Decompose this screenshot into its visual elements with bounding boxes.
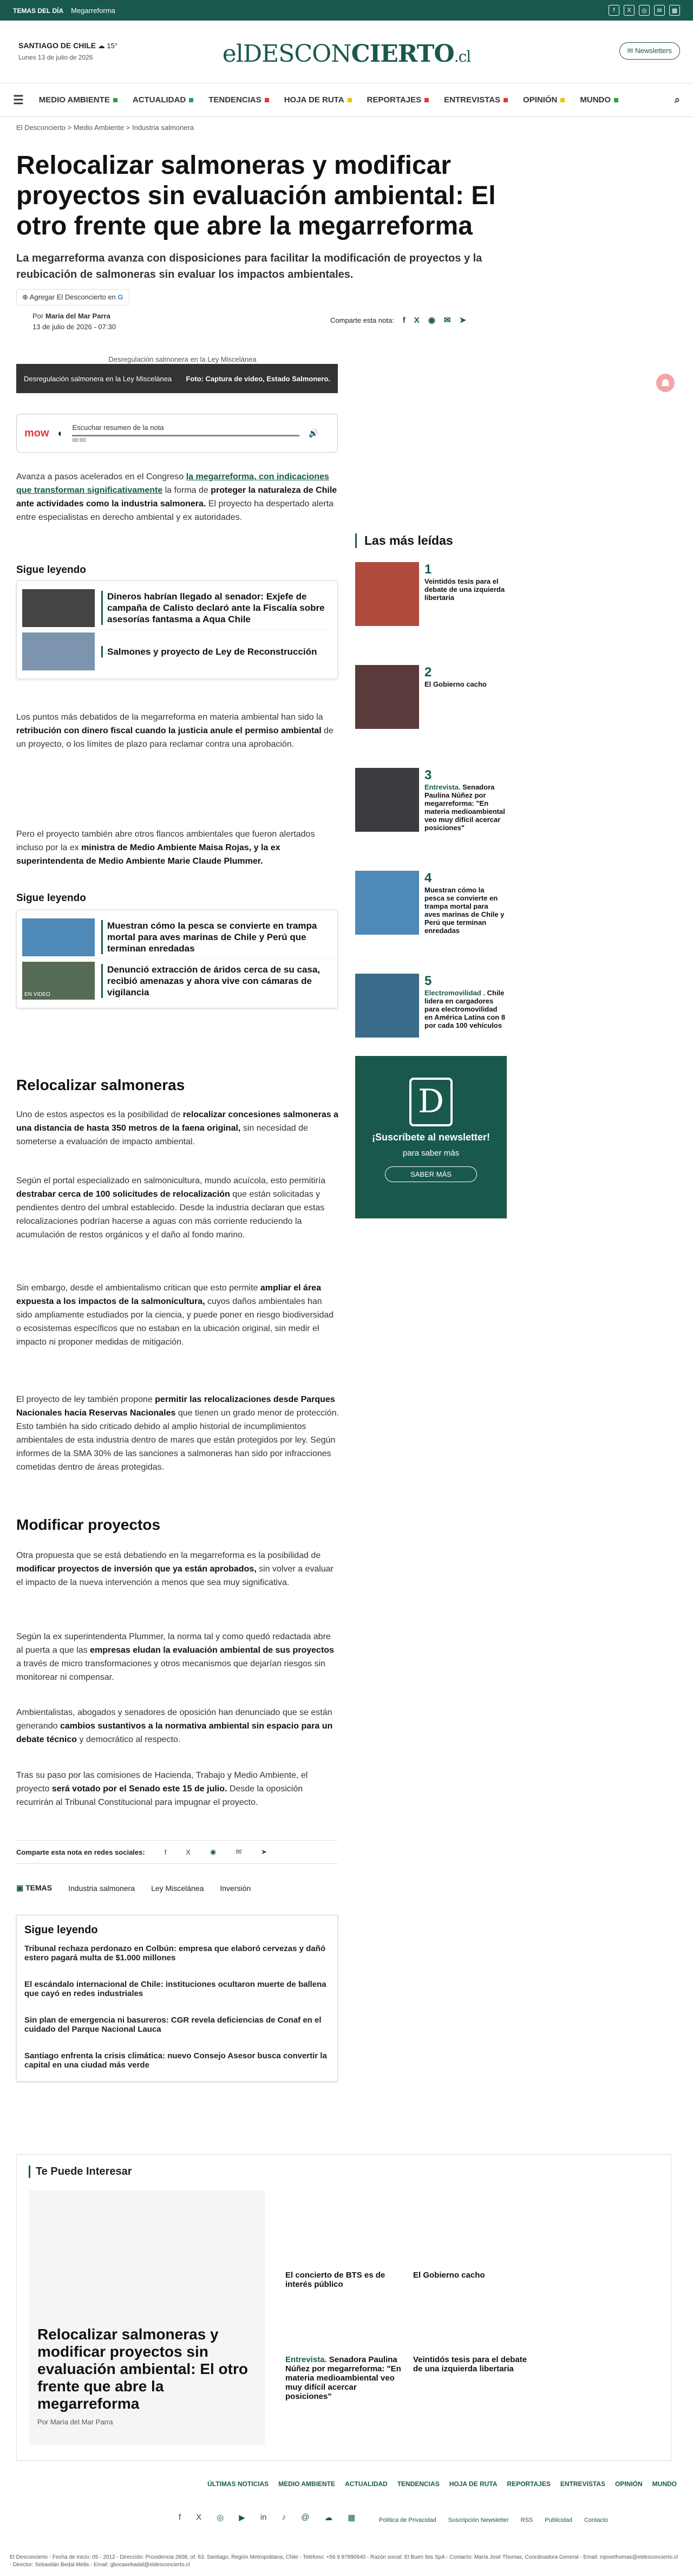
footer-link[interactable]: Publicidad [545,2517,573,2523]
facebook-icon[interactable]: f [179,2513,181,2522]
te-puede-interesar [16,2154,671,2461]
current-date: Lunes 13 de julio de 2026 [18,54,93,61]
sigbox-link[interactable]: El escándalo internacional de Chile: instituciones ocultaron muerte de ballena que cayó en redes industriales [24,1980,326,1998]
sigue-leyendo-heading: Sigue leyendo [16,564,86,576]
related-item[interactable]: Salmones y proyecto de Ley de Reconstrucción [22,630,332,673]
section-heading-relocalizar: Relocalizar salmoneras [16,1077,185,1093]
tema-link[interactable]: Industria salmonera [68,1883,135,1893]
whatsapp-icon[interactable]: ◉ [210,1848,217,1856]
audio-brand: mow [24,427,49,439]
paragraph-7: El proyecto de ley también propone permitir las relocalizaciones desde Parques Nacionales hacia Reservas Nacionales que tienen un grado menor de protección. Esto también ha sido criticado debido al amplio historial de incumplimientos ambientales de esta industria dentro de mares que están protegidos por ley. Según informes de la SMA 30% de las sanciones a salmoneras han sido por infracciones cometidas dentro de áreas protegidas. [16,1395,339,1472]
topic-link[interactable]: Megarreforma [71,6,115,15]
tiktok-icon[interactable]: ♪ [282,2513,286,2522]
city-label: SANTIAGO DE CHILE [18,41,96,50]
site-header [0,21,693,83]
footer-link[interactable]: Contacto [584,2517,609,2523]
most-read-sidebar [355,533,506,1077]
audio-progress[interactable] [72,435,299,436]
interes-card[interactable]: El Gobierno cacho [413,2271,485,2280]
most-read-item[interactable]: 3 Entrevista. Senadora Paulina Núñez por megarreforma: "En materia medioambiental veo muy difícil acercar posiciones" [355,768,506,871]
flipboard-icon[interactable]: ▦ [669,5,680,16]
paragraph-2: Los puntos más debatidos de la megarreforma en materia ambiental han sido la retribución con dinero fiscal cuando la justicia anule el permiso ambiental de un proyecto, o los límites de plazo para reclamar contra una aprobación. [16,713,334,749]
footer-links [379,2517,608,2523]
telegram-icon[interactable]: ➤ [459,316,467,325]
nav-entrevistas[interactable]: ENTREVISTAS [444,95,508,105]
tema-link[interactable]: Inversión [220,1883,251,1893]
x-icon[interactable]: X [186,1848,191,1856]
footer-link[interactable]: TENDENCIAS [397,2480,440,2488]
newsletter-logo: D [409,1078,453,1126]
sigbox-title: Sigue leyendo [24,1924,98,1936]
section-heading-modificar: Modificar proyectos [16,1516,161,1533]
x-icon[interactable]: X [196,2513,202,2522]
nav-actualidad[interactable]: ACTUALIDAD [133,95,193,105]
audio-player [16,414,338,453]
newsletter-promo [355,1056,507,1218]
footer-link[interactable]: ACTUALIDAD [345,2480,388,2488]
broken-image: Desregulación salmonera en la Ley Miscelánea [108,355,257,363]
nav-hoja-de-ruta[interactable]: HOJA DE RUTA [284,95,352,105]
youtube-icon[interactable]: ▶ [239,2513,245,2522]
figure-caption: Desregulación salmonera en la Ley Miscelánea Foto: Captura de video, Estado Salmonero. [16,364,338,393]
x-icon[interactable]: X [414,315,420,325]
x-icon[interactable]: X [624,5,635,16]
most-read-title: Las más leídas [355,533,506,548]
related-box-2 [16,910,338,1008]
footer-nav [207,2480,677,2488]
interes-card[interactable]: Entrevista. Senadora Paulina Núñez por megarreforma: "En materia medioambiental veo muy difícil acercar posiciones" [285,2355,401,2401]
top-bar [0,0,693,21]
email-icon[interactable]: ✉ [236,1848,242,1856]
play-icon[interactable]: ◐ [57,427,64,439]
audio-time: 00:00 [72,437,86,444]
nav-reportajes[interactable]: REPORTAJES [367,95,429,105]
publish-date: 13 de julio de 2026 - 07:30 [32,323,116,331]
copyright: El Desconcierto - Fecha de Inicio: 05 - 2012 - Dirección: Providencia 2608, of. 63. Santiago, Región Metropolitana, Chile - Teléfono: +56 9 87890640 - Razón social: El Buen Ibis SpA - Contacto: María José Thomas, Coordinadora General - Email: mjosethomas@eldesconcierto.cl - Director: Sebastián Bedal Mella - Email: gbocasebadal@eldesconcierto.cl [10,2554,678,2568]
facebook-icon[interactable]: f [164,1848,167,1856]
alert-icon[interactable]: ☗ [656,374,675,392]
main-nav [0,83,693,117]
interes-card[interactable]: El concierto de BTS es de interés público [285,2271,385,2289]
related-item[interactable]: Dineros habrían llegado al senador: Exjefe de campaña de Calisto declaró ante la Fiscalía sobre asesorías fantasma a Aqua Chile [22,586,332,630]
add-google-button[interactable]: ⊕ Agregar El Desconcierto en G [16,289,129,305]
threads-icon[interactable]: @ [301,2513,310,2522]
most-read-item[interactable]: 4 Muestran cómo la pesca se convierte en trampa mortal para aves marinas de Chile y Perú que terminan enredadas [355,871,506,974]
nav-medio-ambiente[interactable]: MEDIO AMBIENTE [39,95,117,105]
most-read-item[interactable]: 5 Electromovilidad . Chile lidera en cargadores para electromovilidad en América Latina con 8 por cada 100 vehículos [355,974,506,1077]
saber-mas-button[interactable]: SABER MÁS [385,1166,477,1182]
facebook-icon[interactable]: f [609,5,619,16]
paragraph-5: Según el portal especializado en salmonicultura, mundo acuícola, esto permitiría destrabar cerca de 100 solicitudes de relocalización que están solicitadas y pendientes dentro del umbral establecido. Desde la industria declaran que estas relocalizaciones podrían hacerse a aguas con más corriente reduciendo la acumulación de restos orgánicos y el daño al fondo marino. [16,1176,325,1240]
email-icon[interactable]: ✉ [443,316,451,325]
temas-list [16,1883,251,1893]
footer-link[interactable]: Suscripción Newsletter [448,2517,509,2523]
paragraph-10: Ambientalistas, abogados y senadores de oposición han denunciado que se están generando cambios sustantivos a la normativa ambiental sin espacio para un debate técnico y democrático al respecto. [16,1708,333,1744]
footer-link[interactable]: REPORTAJES [507,2480,551,2488]
weather-widget [18,41,117,61]
instagram-icon[interactable]: ◎ [217,2513,224,2522]
telegram-icon[interactable]: ➤ [261,1848,267,1856]
plus-icon: ⊕ [22,293,30,301]
footer-link[interactable]: RSS [520,2517,533,2523]
linkedin-icon[interactable]: in [260,2513,267,2522]
promo-heading: ¡Suscríbete al newsletter! [371,1132,491,1143]
share-bottom-label: Comparte esta nota en redes sociales: [16,1848,145,1856]
video-tag: EN VIDEO [22,962,95,1000]
paragraph-4: Uno de estos aspectos es la posibilidad de relocalizar concesiones salmoneras a una distancia de hasta 350 metros de la faena original, sin necesidad de someterse a evaluación de impacto ambiental. [16,1110,339,1146]
tema-link[interactable]: Ley Miscelánea [151,1883,204,1893]
search-icon[interactable]: ⌕ [674,94,680,105]
sigbox-link[interactable]: Tribunal rechaza perdonazo en Colbún: empresa que elaboró cervezas y dañó estero pagará multa de $1.000 millones [24,1944,325,1962]
paragraph-8: Otra propuesta que se está debatiendo en la megarreforma es la posibilidad de modificar proyectos de inversión que ya están aprobados, sin volver a evaluar el impacto de la nueva intervención a menos que sea muy significativa. [16,1551,334,1587]
footer-link[interactable]: ÚLTIMAS NOTICIAS [207,2480,269,2488]
nav-opinion[interactable]: OPINIÓN [523,95,565,105]
flipboard-icon[interactable]: ▦ [348,2513,356,2522]
audio-label: Escuchar resumen de la nota [72,423,164,432]
bluesky-icon[interactable]: ☁ [324,2513,333,2522]
footer-link[interactable]: HOJA DE RUTA [449,2480,498,2488]
featured-card[interactable]: Relocalizar salmoneras y modificar proyectos sin evaluación ambiental: El otro frente que abre la megarreforma Por María del Mar Parra [29,2190,265,2445]
paragraph-9: Según la ex superintendenta Plummer, la norma tal y como quedó redactada abre al puerta a que las empresas eludan la evaluación ambiental de sus proyectos a través de micro transformaciones y otros mecanismos que dejarían riesgos sin monitorear ni compensar. [16,1632,334,1682]
footer-social [179,2513,355,2522]
whatsapp-icon[interactable]: ◉ [428,316,435,325]
cloud-icon: ☁ [97,42,107,50]
menu-icon[interactable]: ☰ [13,93,24,107]
temperature: 15° [107,42,118,50]
temas-label: ▣ TEMAS [16,1883,53,1892]
temas-del-dia-label: TEMAS DEL DÍA [13,6,64,15]
share-bottom-bar [16,1840,338,1864]
sigbox-link[interactable]: Sin plan de emergencia ni basureros: CGR revela deficiencias de Conaf en el cuidado del Parque Nacional Lauca [24,2016,322,2034]
sigue-leyendo-heading: Sigue leyendo [16,892,86,904]
related-box-1 [16,581,338,679]
author-name[interactable]: María del Mar Parra [45,312,110,320]
paragraph-1: Avanza a pasos acelerados en el Congreso la megarreforma, con indicaciones que transforman significativamente la forma de proteger la naturaleza de Chile ante actividades como la industria salmonera. El proyecto ha despertado alerta entre especialistas en derecho ambiental y ex autoridades. [16,472,337,522]
footer-link[interactable]: MUNDO [652,2480,677,2488]
paragraph-3: Pero el proyecto también abre otros flancos ambientales que fueron alertados incluso por la ex ministra de Medio Ambiente Maisa Rojas, y la ex superintendenta de Medio Ambiente Marie Claude Plummer. [16,830,315,866]
email-icon[interactable]: ✉ [654,5,665,16]
article-lead: La megarreforma avanza con disposiciones para facilitar la modificación de proyectos y la reubicación de salmoneras sin evaluar los impactos ambientales. [16,252,482,281]
paragraph-6: Sin embargo, desde el ambientalismo critican que esto permite ampliar el área expuesta a los impactos de la salmonicultura, cuyos daños ambientales han sido ampliamente estudiados por la ciencia, y puede poner en riesgo biodiversidad o ecosistemas específicos que no estaban en la ubicación original, sin medir el impacto ni proponer medidas de mitigación. [16,1283,334,1347]
most-read-item[interactable]: 2 El Gobierno cacho [355,665,506,768]
breadcrumb[interactable]: El Desconcierto > Medio Ambiente > Industria salmonera [16,123,194,132]
interes-card[interactable]: Veintidós tesis para el debate de una izquierda libertaria [413,2355,527,2373]
related-item[interactable]: Muestran cómo la pesca se convierte en trampa mortal para aves marinas de Chile y Perú que terminan enredadas [22,916,332,959]
mail-icon: ✉ [627,47,636,55]
site-logo[interactable]: elDESCONCIERTO.cl [222,40,471,68]
share-bar [330,315,466,325]
article-figure [16,355,338,393]
most-read-item[interactable]: 1 Veintidós tesis para el debate de una izquierda libertaria [355,562,506,665]
nav-mundo[interactable]: MUNDO [580,95,618,105]
related-item[interactable]: EN VIDEO Denunció extracción de áridos cerca de su casa, recibió amenazas y ahora vive con cámaras de vigilancia [22,959,332,1002]
nav-tendencias[interactable]: TENDENCIAS [208,95,269,105]
facebook-icon[interactable]: f [402,315,406,325]
social-links [609,5,680,16]
photo-credit: Foto: Captura de video, Estado Salmonero. [186,374,330,383]
instagram-icon[interactable]: ◎ [639,5,650,16]
volume-icon[interactable]: 🔊 [308,429,319,438]
newsletters-button[interactable]: ✉ Newsletters [619,42,680,60]
sigue-leyendo-box [16,1915,338,2082]
sigbox-link[interactable]: Santiago enfrenta la crisis climática: nuevo Consejo Asesor busca convertir la capital en una ciudad más verde [24,2051,327,2070]
author-block: Por María del Mar Parra 13 de julio de 2026 - 07:30 [32,311,116,332]
footer-link[interactable]: Política de Privacidad [379,2517,436,2523]
megarreforma-link[interactable]: la megarreforma, con indicaciones que transforman significativamente [16,472,329,495]
footer-link[interactable]: ENTREVISTAS [560,2480,605,2488]
article-title: Relocalizar salmoneras y modificar proyectos sin evaluación ambiental: El otro frente que abre la megarreforma [16,151,496,240]
footer-link[interactable]: OPINIÓN [615,2480,643,2488]
footer-link[interactable]: MEDIO AMBIENTE [278,2480,336,2488]
share-label: Comparte esta nota: [330,316,394,324]
promo-sub: para saber más [402,1149,460,1158]
interes-title: Te Puede Interesar [29,2166,659,2178]
paragraph-11: Tras su paso por las comisiones de Hacienda, Trabajo y Medio Ambiente, el proyecto será votado por el Senado este 15 de julio. Desde la oposición recurrirán al Tribunal Constitucional para impugnar el proyecto. [16,1771,308,1807]
